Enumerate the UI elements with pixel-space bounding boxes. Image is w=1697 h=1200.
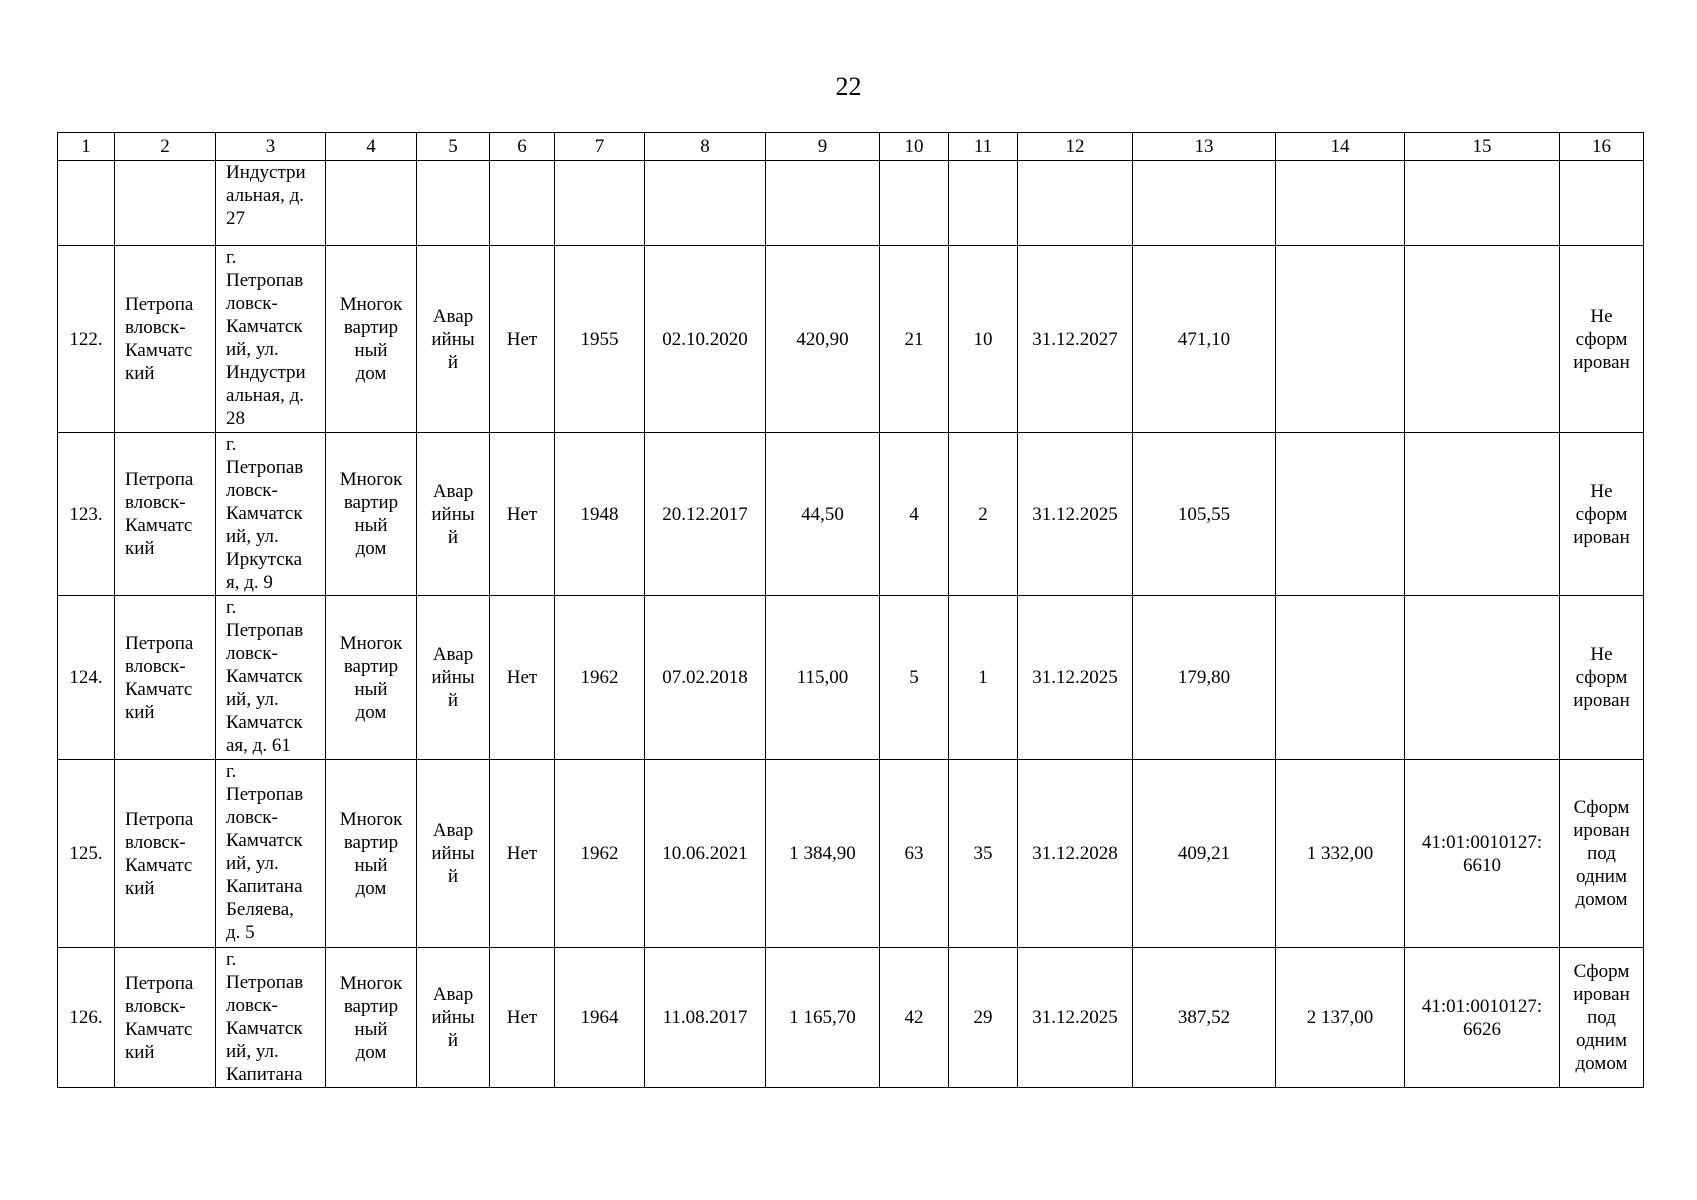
column-header: 9 [766, 133, 880, 161]
land-status-cell [1560, 948, 1644, 1088]
construction-year-cell [555, 596, 645, 760]
cell-text: 387,52 [1177, 1007, 1231, 1028]
cell-text: 409,21 [1177, 843, 1231, 864]
residents-count-cell [880, 433, 949, 596]
cell-text: 123. [69, 503, 103, 525]
column-header: 3 [216, 133, 326, 161]
value-cell [1133, 596, 1276, 760]
column-header: 15 [1405, 133, 1560, 161]
cell-text: 63 [904, 843, 924, 864]
condition-cell [417, 760, 490, 948]
municipality-cell [115, 246, 216, 433]
cell-text: 1 332,00 [1306, 843, 1374, 864]
cell-text: 179,80 [1177, 667, 1231, 688]
cultural-heritage-cell [490, 760, 555, 948]
premises-count-cell [949, 433, 1018, 596]
cell-text: Петропа вловск- Камчатс кий [125, 808, 194, 899]
area-cell [766, 596, 880, 760]
table-body [58, 161, 1644, 1088]
cell-text: 5 [909, 667, 919, 688]
cell-text: Индустри альная, д. 27 [226, 162, 306, 229]
recognition-date-cell [645, 948, 766, 1088]
value-cell [1133, 246, 1276, 433]
cell-text: 2 137,00 [1306, 1007, 1374, 1028]
cell-text: Нет [506, 843, 538, 864]
resettlement-deadline-cell [1018, 948, 1133, 1088]
cell-text: 125. [69, 843, 103, 864]
address-cell [216, 596, 326, 760]
table-header [58, 133, 1644, 161]
area-cell [766, 760, 880, 948]
land-area-cell [1276, 948, 1405, 1088]
cell-text: 1 384,90 [789, 843, 856, 864]
building-type-cell [326, 948, 417, 1088]
premises-count-cell [949, 948, 1018, 1088]
column-header: 12 [1018, 133, 1133, 161]
row-number-cell [58, 433, 115, 596]
column-header: 7 [555, 133, 645, 161]
cell-text: 31.12.2028 [1032, 843, 1118, 864]
building-type-cell [326, 161, 417, 246]
cell-text: 420,90 [796, 328, 849, 350]
cell-text: 10.06.2021 [662, 843, 748, 864]
table-row [58, 948, 1644, 1088]
cell-text: Не сформ ирован [1573, 305, 1630, 373]
cell-text: 1 [978, 667, 988, 688]
cell-text: Многок вартир ный дом [339, 469, 403, 559]
cell-text: 20.12.2017 [662, 503, 748, 525]
address-cell [216, 246, 326, 433]
construction-year-cell [555, 433, 645, 596]
value-cell [1133, 948, 1276, 1088]
cell-text: 1948 [580, 503, 619, 525]
cell-text: 126. [69, 1007, 103, 1028]
cell-text: Сформ ирован под одним домом [1573, 961, 1630, 1074]
cell-text: г. Петропав ловск- Камчатск ий, ул. Капитана [226, 949, 304, 1085]
land-status-cell [1560, 161, 1644, 246]
cell-text: 44,50 [801, 503, 844, 525]
recognition-date-cell [645, 760, 766, 948]
cell-text: 1 165,70 [789, 1007, 856, 1028]
column-number-row [58, 133, 1644, 161]
cadastral-number-cell [1405, 948, 1560, 1088]
residents-count-cell [880, 246, 949, 433]
cell-text: Многок вартир ный дом [339, 808, 403, 899]
cell-text: г. Петропав ловск- Камчатск ий, ул. Индустри альная, д. 28 [226, 247, 306, 429]
land-status-cell [1560, 596, 1644, 760]
cell-text: 122. [69, 328, 103, 350]
cell-text: Нет [506, 1007, 538, 1028]
value-cell [1133, 161, 1276, 246]
resettlement-deadline-cell [1018, 596, 1133, 760]
cadastral-number-cell [1405, 161, 1560, 246]
cadastral-number-cell [1405, 433, 1560, 596]
cell-text: 2 [978, 503, 988, 525]
column-header: 8 [645, 133, 766, 161]
cell-text: Сформ ирован под одним домом [1573, 797, 1630, 910]
cell-text: Петропа вловск- Камчатс кий [125, 469, 194, 559]
cultural-heritage-cell [490, 433, 555, 596]
cell-text: Нет [506, 667, 538, 688]
land-area-cell [1276, 161, 1405, 246]
area-cell [766, 246, 880, 433]
construction-year-cell [555, 760, 645, 948]
cell-text: 10 [973, 328, 993, 350]
resettlement-deadline-cell [1018, 433, 1133, 596]
cell-text: Многок вартир ный дом [339, 294, 403, 384]
cultural-heritage-cell [490, 161, 555, 246]
municipality-cell [115, 596, 216, 760]
housing-registry-table [57, 132, 1644, 1088]
cell-text: Многок вартир ный дом [339, 632, 403, 723]
land-area-cell [1276, 596, 1405, 760]
row-number-cell [58, 596, 115, 760]
residents-count-cell [880, 596, 949, 760]
building-type-cell [326, 433, 417, 596]
table-row [58, 596, 1644, 760]
cell-text: 11.08.2017 [662, 1007, 748, 1028]
cultural-heritage-cell [490, 246, 555, 433]
recognition-date-cell [645, 246, 766, 433]
residents-count-cell [880, 760, 949, 948]
cell-text: 105,55 [1177, 503, 1231, 525]
table-row [58, 246, 1644, 433]
cell-text: 4 [909, 503, 919, 525]
cell-text: 21 [904, 328, 924, 350]
column-header: 16 [1560, 133, 1644, 161]
cell-text: 41:01:0010127: 6610 [1421, 831, 1543, 876]
cell-text: г. Петропав ловск- Камчатск ий, ул. Камчатск ая, д. 61 [226, 597, 304, 756]
address-cell [216, 161, 326, 246]
cell-text: Авар ийны й [431, 480, 475, 548]
cell-text: Петропа вловск- Камчатс кий [125, 294, 194, 384]
cell-text: Многок вартир ный дом [339, 972, 403, 1063]
land-status-cell [1560, 433, 1644, 596]
column-header: 1 [58, 133, 115, 161]
table-row [58, 760, 1644, 948]
cadastral-number-cell [1405, 760, 1560, 948]
cell-text: 471,10 [1177, 328, 1231, 350]
condition-cell [417, 246, 490, 433]
cell-text: Петропа вловск- Камчатс кий [125, 632, 194, 723]
table-row [58, 161, 1644, 246]
cell-text: 1962 [580, 667, 619, 688]
row-number-cell [58, 760, 115, 948]
municipality-cell [115, 161, 216, 246]
cell-text: 07.02.2018 [662, 667, 748, 688]
building-type-cell [326, 760, 417, 948]
construction-year-cell [555, 161, 645, 246]
land-area-cell [1276, 433, 1405, 596]
building-type-cell [326, 246, 417, 433]
recognition-date-cell [645, 433, 766, 596]
premises-count-cell [949, 596, 1018, 760]
row-number-cell [58, 948, 115, 1088]
cell-text: 1964 [580, 1007, 619, 1028]
residents-count-cell [880, 948, 949, 1088]
row-number-cell [58, 246, 115, 433]
value-cell [1133, 433, 1276, 596]
land-area-cell [1276, 246, 1405, 433]
area-cell [766, 948, 880, 1088]
cell-text: Нет [506, 503, 538, 525]
cell-text: 31.12.2027 [1032, 328, 1118, 350]
condition-cell [417, 433, 490, 596]
land-status-cell [1560, 760, 1644, 948]
cell-text: 31.12.2025 [1032, 667, 1118, 688]
cell-text: 115,00 [796, 667, 849, 688]
premises-count-cell [949, 760, 1018, 948]
column-header: 2 [115, 133, 216, 161]
column-header: 13 [1133, 133, 1276, 161]
area-cell [766, 433, 880, 596]
cell-text: 31.12.2025 [1032, 503, 1118, 525]
cell-text: 29 [973, 1007, 993, 1028]
address-cell [216, 948, 326, 1088]
column-header: 6 [490, 133, 555, 161]
premises-count-cell [949, 161, 1018, 246]
cell-text: 31.12.2025 [1032, 1007, 1118, 1028]
table-row [58, 433, 1644, 596]
cell-text: 42 [904, 1007, 924, 1028]
cell-text: г. Петропав ловск- Камчатск ий, ул. Иркутска я, д. 9 [226, 434, 304, 593]
cell-text: Авар ийны й [431, 984, 475, 1051]
residents-count-cell [880, 161, 949, 246]
cell-text: Авар ийны й [431, 644, 475, 711]
cultural-heritage-cell [490, 948, 555, 1088]
cell-text: 124. [69, 667, 103, 688]
cell-text: Авар ийны й [431, 820, 475, 887]
recognition-date-cell [645, 596, 766, 760]
land-area-cell [1276, 760, 1405, 948]
address-cell [216, 760, 326, 948]
cell-text: 1955 [580, 328, 619, 350]
page-number: 22 [835, 72, 862, 101]
row-number-cell [58, 161, 115, 246]
premises-count-cell [949, 246, 1018, 433]
construction-year-cell [555, 246, 645, 433]
column-header: 14 [1276, 133, 1405, 161]
recognition-date-cell [645, 161, 766, 246]
column-header: 10 [880, 133, 949, 161]
cell-text: Авар ийны й [431, 305, 475, 373]
condition-cell [417, 596, 490, 760]
cell-text: 41:01:0010127: 6626 [1421, 995, 1543, 1040]
cell-text: 02.10.2020 [662, 328, 748, 350]
condition-cell [417, 161, 490, 246]
cadastral-number-cell [1405, 596, 1560, 760]
cell-text: г. Петропав ловск- Камчатск ий, ул. Капитана Беляева, д. 5 [226, 761, 304, 943]
land-status-cell [1560, 246, 1644, 433]
construction-year-cell [555, 948, 645, 1088]
column-header: 11 [949, 133, 1018, 161]
value-cell [1133, 760, 1276, 948]
column-header: 4 [326, 133, 417, 161]
municipality-cell [115, 948, 216, 1088]
cadastral-number-cell [1405, 246, 1560, 433]
address-cell [216, 433, 326, 596]
building-type-cell [326, 596, 417, 760]
cell-text: Петропа вловск- Камчатс кий [125, 972, 194, 1063]
area-cell [766, 161, 880, 246]
cell-text: Не сформ ирован [1573, 480, 1630, 548]
resettlement-deadline-cell [1018, 161, 1133, 246]
municipality-cell [115, 433, 216, 596]
cell-text: 35 [973, 843, 993, 864]
cell-text: 1962 [580, 843, 619, 864]
cell-text: Нет [506, 328, 538, 350]
resettlement-deadline-cell [1018, 246, 1133, 433]
condition-cell [417, 948, 490, 1088]
resettlement-deadline-cell [1018, 760, 1133, 948]
cell-text: Не сформ ирован [1573, 644, 1630, 711]
municipality-cell [115, 760, 216, 948]
column-header: 5 [417, 133, 490, 161]
cultural-heritage-cell [490, 596, 555, 760]
